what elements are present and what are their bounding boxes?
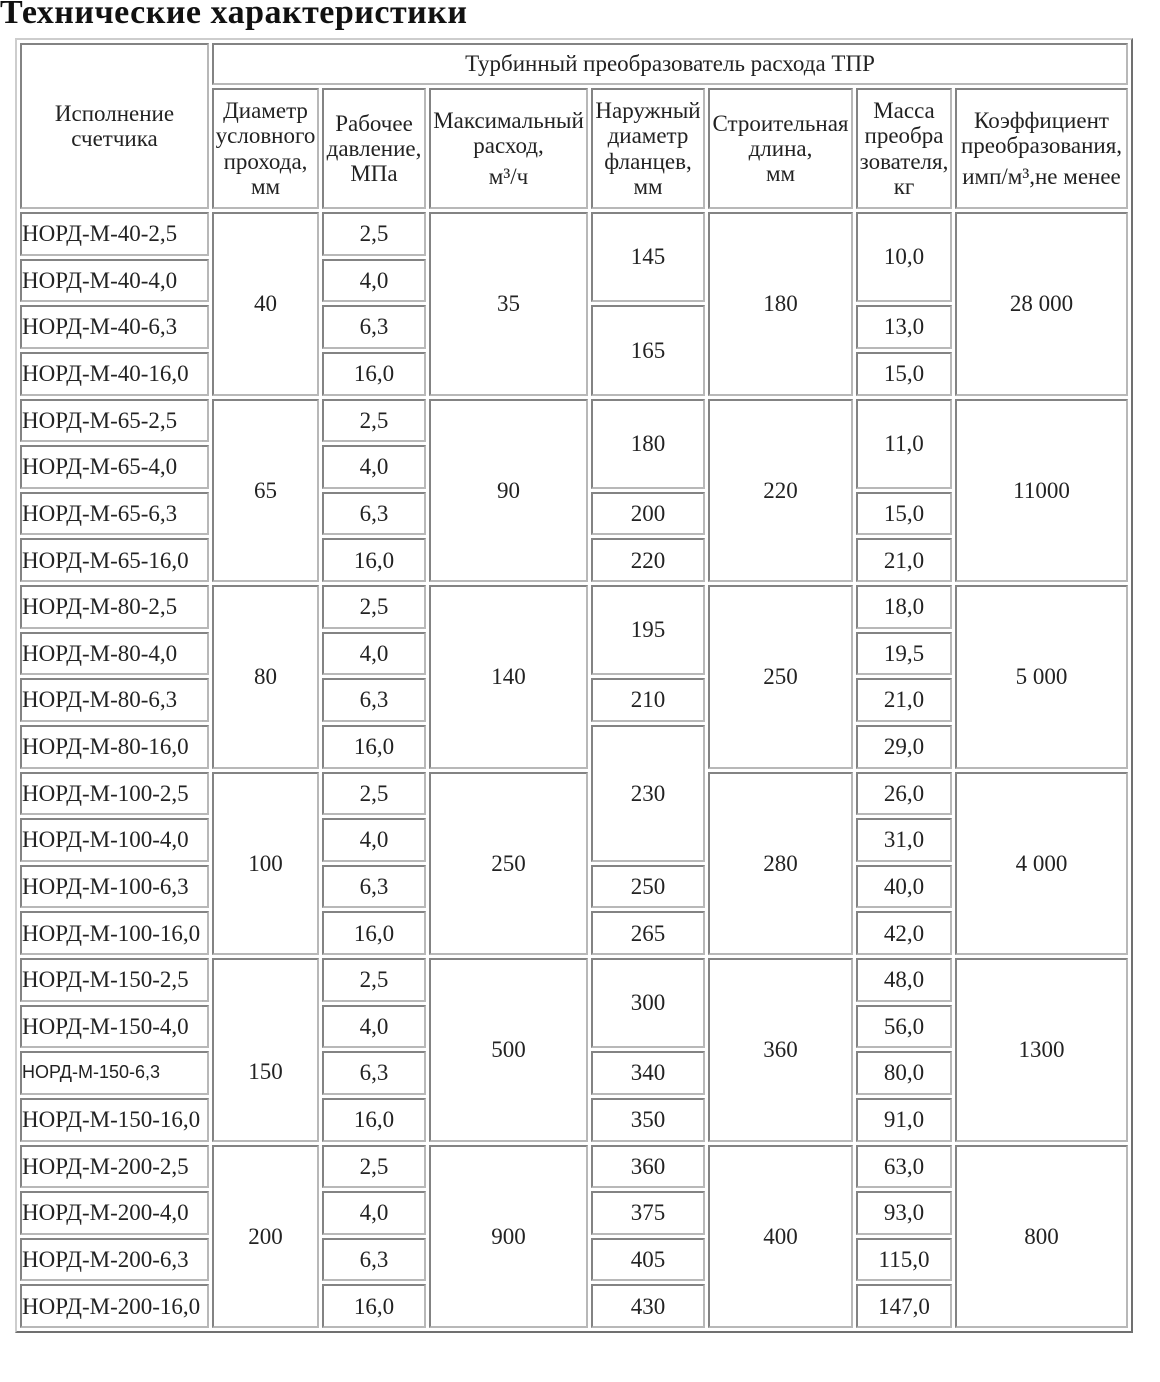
- converter-mass-cell: 21,0: [856, 678, 952, 722]
- working-pressure-cell: 16,0: [322, 352, 426, 396]
- flange-diameter-cell: 405: [591, 1238, 705, 1282]
- working-pressure-cell: 6,3: [322, 678, 426, 722]
- header-line: счетчика: [71, 126, 158, 151]
- working-pressure-cell: 6,3: [322, 1238, 426, 1282]
- nominal-diameter-cell: 150: [212, 958, 319, 1142]
- model-cell: НОРД-М-200-4,0: [20, 1191, 209, 1235]
- header-max-flow: [429, 88, 588, 209]
- conversion-factor-cell: 11000: [955, 399, 1128, 583]
- model-cell: НОРД-М-200-16,0: [20, 1284, 209, 1328]
- max-flow-cell: 140: [429, 585, 588, 769]
- header-line: м³/ч: [488, 164, 529, 190]
- converter-mass-cell: 11,0: [856, 399, 952, 489]
- converter-mass-cell: 21,0: [856, 538, 952, 582]
- converter-mass-cell: 91,0: [856, 1098, 952, 1142]
- flange-diameter-cell: 265: [591, 911, 705, 955]
- model-cell: НОРД-М-65-6,3: [20, 492, 209, 536]
- header-line: условного: [215, 123, 316, 149]
- working-pressure-cell: 4,0: [322, 1005, 426, 1049]
- flange-diameter-cell: 220: [591, 538, 705, 582]
- model-cell: НОРД-М-65-2,5: [20, 399, 209, 443]
- flange-diameter-cell: 195: [591, 585, 705, 675]
- converter-mass-cell: 115,0: [856, 1238, 952, 1282]
- header-line: Наружный: [595, 97, 701, 123]
- model-cell: НОРД-М-100-4,0: [20, 818, 209, 862]
- model-cell: НОРД-М-80-16,0: [20, 725, 209, 769]
- header-line: Максимальный: [433, 107, 584, 133]
- flange-diameter-cell: 180: [591, 399, 705, 489]
- conversion-factor-cell: 5 000: [955, 585, 1128, 769]
- converter-mass-cell: 42,0: [856, 911, 952, 955]
- working-pressure-cell: 2,5: [322, 399, 426, 443]
- header-line: мм: [765, 161, 796, 187]
- model-cell: НОРД-М-150-6,3: [20, 1051, 209, 1095]
- working-pressure-cell: 16,0: [322, 1098, 426, 1142]
- header-line: имп/м³,не менее: [962, 164, 1121, 190]
- working-pressure-cell: 6,3: [322, 305, 426, 349]
- model-cell: НОРД-М-80-2,5: [20, 585, 209, 629]
- header-group-title: Турбинный преобразователь расхода ТПР: [212, 43, 1128, 85]
- converter-mass-cell: 19,5: [856, 632, 952, 676]
- nominal-diameter-cell: 80: [212, 585, 319, 769]
- working-pressure-cell: 4,0: [322, 1191, 426, 1235]
- model-cell: НОРД-М-40-2,5: [20, 212, 209, 256]
- header-installation-length: [708, 88, 853, 209]
- working-pressure-cell: 4,0: [322, 445, 426, 489]
- working-pressure-cell: 16,0: [322, 538, 426, 582]
- converter-mass-cell: 31,0: [856, 818, 952, 862]
- working-pressure-cell: 16,0: [322, 725, 426, 769]
- working-pressure-cell: 2,5: [322, 958, 426, 1002]
- spec-table: [15, 38, 1133, 1333]
- working-pressure-cell: 4,0: [322, 818, 426, 862]
- model-cell: НОРД-М-100-6,3: [20, 865, 209, 909]
- model-cell: НОРД-М-200-6,3: [20, 1238, 209, 1282]
- nominal-diameter-cell: 40: [212, 212, 319, 396]
- header-line: Масса: [873, 97, 935, 123]
- converter-mass-cell: 10,0: [856, 212, 952, 302]
- max-flow-cell: 35: [429, 212, 588, 396]
- model-cell: НОРД-М-100-16,0: [20, 911, 209, 955]
- converter-mass-cell: 15,0: [856, 492, 952, 536]
- installation-length-cell: 360: [708, 958, 853, 1142]
- working-pressure-cell: 2,5: [322, 1145, 426, 1189]
- converter-mass-cell: 26,0: [856, 772, 952, 816]
- flange-diameter-cell: 430: [591, 1284, 705, 1328]
- installation-length-cell: 220: [708, 399, 853, 583]
- flange-diameter-cell: 200: [591, 492, 705, 536]
- conversion-factor-cell: 28 000: [955, 212, 1128, 396]
- header-line: мм: [250, 173, 281, 199]
- converter-mass-cell: 18,0: [856, 585, 952, 629]
- flange-diameter-cell: 360: [591, 1145, 705, 1189]
- converter-mass-cell: 56,0: [856, 1005, 952, 1049]
- model-cell: НОРД-М-200-2,5: [20, 1145, 209, 1189]
- max-flow-cell: 500: [429, 958, 588, 1142]
- conversion-factor-cell: 1300: [955, 958, 1128, 1142]
- header-flange-diameter: [591, 88, 705, 209]
- model-cell: НОРД-М-40-6,3: [20, 305, 209, 349]
- flange-diameter-cell: 210: [591, 678, 705, 722]
- max-flow-cell: 250: [429, 772, 588, 956]
- page-title: Технические характеристики: [0, 0, 468, 31]
- max-flow-cell: 90: [429, 399, 588, 583]
- header-converter-mass: [856, 88, 952, 209]
- header-nominal-diameter: [212, 88, 319, 209]
- converter-mass-cell: 147,0: [856, 1284, 952, 1328]
- header-line: МПа: [350, 161, 398, 187]
- flange-diameter-cell: 350: [591, 1098, 705, 1142]
- model-cell: НОРД-М-100-2,5: [20, 772, 209, 816]
- converter-mass-cell: 63,0: [856, 1145, 952, 1189]
- converter-mass-cell: 48,0: [856, 958, 952, 1002]
- working-pressure-cell: 16,0: [322, 911, 426, 955]
- header-line: расход,: [473, 132, 544, 158]
- nominal-diameter-cell: 100: [212, 772, 319, 956]
- flange-diameter-cell: 165: [591, 305, 705, 395]
- header-line: Диаметр: [223, 97, 308, 123]
- header-meter-version: [20, 43, 209, 209]
- installation-length-cell: 280: [708, 772, 853, 956]
- converter-mass-cell: 80,0: [856, 1051, 952, 1095]
- max-flow-cell: 900: [429, 1145, 588, 1329]
- working-pressure-cell: 4,0: [322, 632, 426, 676]
- header-conversion-factor: [955, 88, 1128, 209]
- model-cell: НОРД-М-40-4,0: [20, 259, 209, 303]
- flange-diameter-cell: 300: [591, 958, 705, 1048]
- model-cell: НОРД-М-150-16,0: [20, 1098, 209, 1142]
- installation-length-cell: 250: [708, 585, 853, 769]
- header-line: преобра: [864, 123, 944, 149]
- model-cell: НОРД-М-80-6,3: [20, 678, 209, 722]
- converter-mass-cell: 13,0: [856, 305, 952, 349]
- flange-diameter-cell: 375: [591, 1191, 705, 1235]
- flange-diameter-cell: 340: [591, 1051, 705, 1095]
- flange-diameter-cell: 250: [591, 865, 705, 909]
- header-line: Строительная: [712, 110, 849, 136]
- header-line: зователя,: [859, 148, 949, 174]
- header-line: длина,: [748, 135, 813, 161]
- header-line: прохода,: [223, 148, 308, 174]
- header-line: диаметр: [607, 123, 689, 149]
- converter-mass-cell: 93,0: [856, 1191, 952, 1235]
- header-line: давление,: [326, 135, 422, 161]
- converter-mass-cell: 29,0: [856, 725, 952, 769]
- header-line: фланцев,: [604, 148, 692, 174]
- conversion-factor-cell: 800: [955, 1145, 1128, 1329]
- header-line: мм: [633, 173, 663, 199]
- model-cell: НОРД-М-150-4,0: [20, 1005, 209, 1049]
- converter-mass-cell: 15,0: [856, 352, 952, 396]
- working-pressure-cell: 2,5: [322, 585, 426, 629]
- model-cell: НОРД-М-65-4,0: [20, 445, 209, 489]
- header-line: Рабочее: [335, 110, 413, 136]
- conversion-factor-cell: 4 000: [955, 772, 1128, 956]
- working-pressure-cell: 6,3: [322, 492, 426, 536]
- header-working-pressure: [322, 88, 426, 209]
- header-line: кг: [893, 173, 915, 199]
- header-line: преобразования,: [960, 132, 1123, 158]
- model-cell: НОРД-М-80-4,0: [20, 632, 209, 676]
- working-pressure-cell: 2,5: [322, 212, 426, 256]
- header-line: Исполнение: [54, 100, 175, 126]
- model-cell: НОРД-М-150-2,5: [20, 958, 209, 1002]
- working-pressure-cell: 6,3: [322, 1051, 426, 1095]
- working-pressure-cell: 16,0: [322, 1284, 426, 1328]
- flange-diameter-cell: 145: [591, 212, 705, 302]
- installation-length-cell: 180: [708, 212, 853, 396]
- header-line: Коэффициент: [974, 107, 1109, 133]
- working-pressure-cell: 4,0: [322, 259, 426, 303]
- model-cell: НОРД-М-40-16,0: [20, 352, 209, 396]
- converter-mass-cell: 40,0: [856, 865, 952, 909]
- installation-length-cell: 400: [708, 1145, 853, 1329]
- nominal-diameter-cell: 65: [212, 399, 319, 583]
- working-pressure-cell: 6,3: [322, 865, 426, 909]
- flange-diameter-cell: 230: [591, 725, 705, 862]
- model-cell: НОРД-М-65-16,0: [20, 538, 209, 582]
- nominal-diameter-cell: 200: [212, 1145, 319, 1329]
- working-pressure-cell: 2,5: [322, 772, 426, 816]
